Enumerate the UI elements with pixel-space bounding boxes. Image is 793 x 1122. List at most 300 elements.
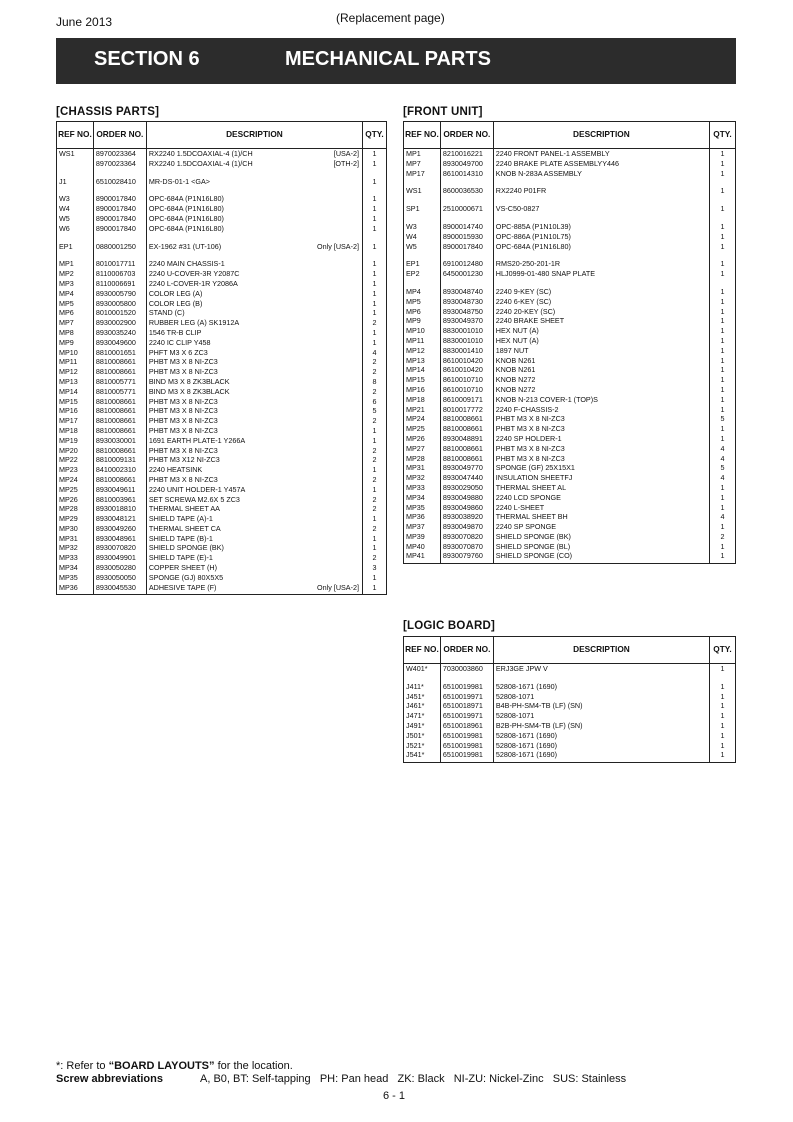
- description-cell: [493, 463, 709, 473]
- qty-cell: [363, 214, 387, 224]
- order-no-cell: [93, 338, 146, 348]
- qty-cell-text: 2: [372, 504, 377, 514]
- footnote-reference: “BOARD LAYOUTS”: [108, 1060, 215, 1072]
- qty-cell-text: 1: [372, 543, 377, 553]
- description-cell-text: PHBT M3 X 8 NI-ZC3: [148, 416, 218, 426]
- order-no-cell-text: 8830001010: [442, 326, 483, 336]
- order-no-cell: [93, 259, 146, 269]
- description-cell-text: 1546 TR-B CLIP: [148, 327, 202, 337]
- order-no-cell-text: 8930049600: [95, 337, 136, 347]
- description-cell: [146, 328, 362, 338]
- table-row: [404, 434, 736, 444]
- table-row: [57, 534, 387, 544]
- qty-cell: [363, 475, 387, 485]
- ref-no-cell-text: MP34: [406, 492, 425, 502]
- qty-cell: [710, 551, 736, 563]
- chassis-parts-table: [56, 121, 387, 595]
- ref-no-cell: [404, 682, 441, 692]
- qty-cell: [363, 357, 387, 367]
- description-cell-text: RX2240 1.5DCOAXIAL-4 (1)/CH: [148, 158, 253, 168]
- description-cell: [146, 504, 362, 514]
- qty-cell: [363, 308, 387, 318]
- qty-cell: [363, 177, 387, 187]
- spacer-cell: [404, 196, 441, 204]
- description-cell-text: THERMAL SHEET BH: [495, 512, 568, 522]
- order-no-cell: [440, 542, 493, 552]
- qty-cell: [710, 395, 736, 405]
- description-cell-text: SHIELD TAPE (E)-1: [148, 553, 213, 563]
- qty-cell: [363, 259, 387, 269]
- qty-cell-text: 2: [372, 494, 377, 504]
- version-note: Only [USA-2]: [317, 582, 359, 592]
- table-row: [57, 149, 387, 159]
- qty-cell-text: 1: [372, 223, 377, 233]
- order-no-cell-text: 8010001520: [95, 308, 136, 318]
- table-row: [57, 524, 387, 534]
- description-cell: [493, 186, 709, 196]
- qty-cell: [710, 731, 736, 741]
- ref-no-cell: [404, 316, 441, 326]
- order-no-cell: [93, 406, 146, 416]
- order-no-cell: [440, 259, 493, 269]
- qty-cell-text: 4: [720, 512, 725, 522]
- qty-cell: [363, 524, 387, 534]
- order-no-cell-text: 8930049860: [442, 502, 483, 512]
- table-row: [57, 318, 387, 328]
- order-no-cell-text: 6510019971: [442, 691, 483, 701]
- qty-cell: [363, 204, 387, 214]
- qty-cell-text: 1: [720, 541, 725, 551]
- description-cell: [146, 524, 362, 534]
- ref-no-cell-text: J1: [59, 176, 67, 186]
- spacer-cell: [710, 214, 736, 222]
- order-no-cell-text: 6510019981: [442, 750, 483, 760]
- ref-no-cell-text: W4: [406, 231, 417, 241]
- table-row: [57, 436, 387, 446]
- qty-cell-text: 1: [720, 384, 725, 394]
- ref-no-cell-text: MP13: [406, 355, 425, 365]
- ref-no-cell: [57, 583, 94, 595]
- order-no-cell: [440, 269, 493, 279]
- qty-cell-text: 1: [720, 750, 725, 760]
- spacer-cell: [710, 178, 736, 186]
- table-header-row: [57, 122, 387, 149]
- table-row: [57, 348, 387, 358]
- order-no-cell: [93, 279, 146, 289]
- description-cell: [146, 465, 362, 475]
- order-no-cell: [93, 224, 146, 234]
- ref-no-cell: [57, 308, 94, 318]
- table-row: [57, 455, 387, 465]
- ref-no-cell: [57, 465, 94, 475]
- table-row: [404, 444, 736, 454]
- order-no-header: ORDER NO.: [440, 637, 493, 664]
- description-cell-text: 2240 9-KEY (SC): [495, 286, 552, 296]
- description-cell-text: PHBT M3 X 8 NI-ZC3: [148, 474, 218, 484]
- ref-no-cell: [404, 664, 441, 674]
- order-no-cell-text: 8970023364: [95, 149, 136, 158]
- description-cell-text: 2240 UNIT HOLDER-1 Y457A: [148, 484, 246, 494]
- order-no-cell: [440, 405, 493, 415]
- qty-cell: [710, 711, 736, 721]
- ref-no-cell-text: J411*: [406, 681, 424, 691]
- qty-cell-text: 2: [372, 553, 377, 563]
- description-cell: [146, 242, 362, 252]
- qty-cell: [363, 387, 387, 397]
- description-cell-text: INSULATION SHEETFJ: [495, 473, 573, 483]
- qty-cell: [363, 289, 387, 299]
- qty-cell-text: 1: [720, 551, 725, 561]
- description-cell: [493, 269, 709, 279]
- qty-cell-text: 1: [720, 345, 725, 355]
- description-cell: [146, 299, 362, 309]
- order-no-cell: [440, 375, 493, 385]
- order-no-cell-text: 8810008661: [442, 443, 483, 453]
- qty-cell: [363, 299, 387, 309]
- qty-cell: [363, 269, 387, 279]
- qty-cell-text: 1: [720, 502, 725, 512]
- order-no-cell: [93, 436, 146, 446]
- qty-cell-text: 1: [720, 316, 725, 326]
- description-cell-text: 2240 SP HOLDER-1: [495, 433, 562, 443]
- ref-no-cell-text: MP14: [59, 386, 78, 396]
- description-cell-text: SHIELD SPONGE (CO): [495, 551, 573, 561]
- description-cell-text: 2240 6-KEY (SC): [495, 296, 552, 306]
- description-cell-text: SPONGE (GJ) 80X5X5: [148, 572, 224, 582]
- qty-cell-text: 1: [372, 435, 377, 445]
- ref-no-cell-text: MP5: [59, 298, 74, 308]
- order-no-cell: [440, 682, 493, 692]
- order-no-cell: [440, 483, 493, 493]
- order-no-cell-text: 8010017711: [95, 259, 136, 269]
- order-no-cell-text: 8930049260: [95, 523, 136, 533]
- version-note: Only [USA-2]: [317, 241, 359, 251]
- qty-cell-text: 1: [372, 176, 377, 186]
- description-cell-text: BIND M3 X 8 ZK3BLACK: [148, 376, 230, 386]
- table-row: [404, 522, 736, 532]
- ref-no-cell-text: MP1: [406, 149, 421, 158]
- qty-cell: [710, 721, 736, 731]
- spacer-cell: [404, 251, 441, 259]
- qty-cell-text: 1: [720, 158, 725, 168]
- order-no-cell-text: 6910012480: [442, 259, 483, 269]
- qty-cell-text: 2: [372, 357, 377, 367]
- description-cell: [146, 495, 362, 505]
- order-no-cell: [93, 299, 146, 309]
- order-no-cell-text: 8930048730: [442, 296, 483, 306]
- qty-cell-text: 1: [372, 278, 377, 288]
- order-no-cell-text: 8810008661: [95, 367, 136, 377]
- description-cell: [146, 397, 362, 407]
- qty-cell: [710, 434, 736, 444]
- spacer-cell: [440, 214, 493, 222]
- table-row: [57, 224, 387, 234]
- ref-no-cell-text: MP4: [406, 286, 421, 296]
- qty-cell-text: 1: [372, 298, 377, 308]
- ref-no-cell: [57, 318, 94, 328]
- description-cell: [146, 269, 362, 279]
- qty-cell: [363, 338, 387, 348]
- description-cell-text: B2B-PH-SM4-TB (LF) (SN): [495, 720, 583, 730]
- spacer-cell: [363, 169, 387, 177]
- description-cell-text: COPPER SHEET (H): [148, 563, 217, 573]
- description-cell-text: 2240 L-COVER-1R Y2086A: [148, 278, 238, 288]
- order-no-cell-text: 8930048750: [442, 306, 483, 316]
- ref-no-cell-text: MP15: [406, 375, 425, 385]
- description-cell: [493, 346, 709, 356]
- qty-cell: [363, 367, 387, 377]
- qty-cell-text: 1: [720, 286, 725, 296]
- qty-cell: [363, 406, 387, 416]
- spacer-cell: [710, 251, 736, 259]
- ref-no-cell: [57, 289, 94, 299]
- order-no-cell: [93, 455, 146, 465]
- order-no-cell-text: 8930049370: [442, 316, 483, 326]
- spacer-cell: [710, 674, 736, 682]
- ref-no-cell: [404, 750, 441, 762]
- qty-cell-text: 5: [720, 463, 725, 473]
- spacer-cell: [404, 214, 441, 222]
- table-row: [404, 692, 736, 702]
- table-row: [404, 512, 736, 522]
- spacer-cell: [493, 674, 709, 682]
- table-row: [57, 259, 387, 269]
- ref-no-cell: [57, 377, 94, 387]
- ref-no-cell-text: MP32: [59, 543, 78, 553]
- ref-no-cell-text: MP34: [59, 563, 78, 573]
- description-cell-text: SHIELD SPONGE (BK): [495, 531, 571, 541]
- front-unit-title: [FRONT UNIT]: [403, 106, 483, 118]
- order-no-cell-text: 8810008661: [442, 414, 483, 424]
- front-unit-table: [403, 121, 736, 564]
- table-row: [57, 504, 387, 514]
- qty-cell: [710, 326, 736, 336]
- description-cell: [493, 731, 709, 741]
- ref-no-cell-text: MP15: [59, 396, 78, 406]
- ref-no-cell: [404, 493, 441, 503]
- description-cell: [493, 750, 709, 762]
- description-cell: [146, 214, 362, 224]
- description-cell: [493, 483, 709, 493]
- qty-cell: [710, 542, 736, 552]
- table-row: [404, 414, 736, 424]
- qty-cell-text: 1: [372, 533, 377, 543]
- order-no-cell-text: 8610010710: [442, 384, 483, 394]
- qty-header: QTY.: [363, 122, 387, 149]
- table-header-row: [404, 122, 736, 149]
- qty-cell-text: 1: [372, 213, 377, 223]
- qty-cell-text: 1: [372, 465, 377, 475]
- table-row: [57, 406, 387, 416]
- ref-no-cell-text: MP17: [406, 168, 425, 178]
- qty-cell: [710, 375, 736, 385]
- description-cell-text: PHBT M3 X 8 NI-ZC3: [148, 406, 218, 416]
- table-row: [404, 731, 736, 741]
- description-cell: [146, 259, 362, 269]
- ref-no-cell-text: MP9: [406, 316, 421, 326]
- qty-cell: [710, 307, 736, 317]
- order-no-cell: [93, 328, 146, 338]
- ref-no-cell: [404, 522, 441, 532]
- description-cell: [146, 377, 362, 387]
- ref-no-cell-text: MP16: [406, 384, 425, 394]
- qty-cell: [710, 454, 736, 464]
- description-cell-text: PHBT M3 X 8 NI-ZC3: [495, 424, 565, 434]
- order-no-cell: [440, 204, 493, 214]
- description-cell: [146, 194, 362, 204]
- ref-no-cell-text: MP35: [406, 502, 425, 512]
- description-cell-text: THERMAL SHEET CA: [148, 523, 221, 533]
- qty-cell: [363, 553, 387, 563]
- ref-no-cell: [404, 731, 441, 741]
- description-cell-text: PHBT M3 X 8 NI-ZC3: [495, 453, 565, 463]
- qty-cell: [363, 397, 387, 407]
- table-row: [404, 473, 736, 483]
- order-no-cell-text: 8210016221: [442, 149, 483, 158]
- qty-cell-text: 1: [720, 664, 725, 673]
- description-cell-text: THERMAL SHEET AL: [495, 482, 567, 492]
- order-no-cell-text: 7030003860: [442, 664, 483, 673]
- ref-no-cell: [57, 348, 94, 358]
- table-row: [57, 242, 387, 252]
- ref-no-cell: [57, 328, 94, 338]
- qty-cell-text: 1: [720, 681, 725, 691]
- order-no-cell-text: 8930005790: [95, 288, 136, 298]
- order-no-cell-text: 8810008661: [95, 445, 136, 455]
- qty-cell: [363, 446, 387, 456]
- qty-cell-text: 2: [720, 531, 725, 541]
- qty-cell-text: 4: [720, 453, 725, 463]
- ref-no-cell: [57, 446, 94, 456]
- order-no-cell: [440, 307, 493, 317]
- description-cell: [493, 316, 709, 326]
- description-cell: [146, 455, 362, 465]
- order-no-cell-text: 0880001250: [95, 241, 136, 251]
- description-header: DESCRIPTION: [493, 637, 709, 664]
- description-cell: [146, 204, 362, 214]
- qty-cell: [710, 269, 736, 279]
- version-note: [USA-2]: [333, 149, 359, 158]
- table-row: [404, 242, 736, 252]
- table-row: [404, 269, 736, 279]
- table-row: [404, 542, 736, 552]
- table-row: [57, 416, 387, 426]
- ref-no-cell: [57, 242, 94, 252]
- spacer-cell: [146, 169, 362, 177]
- qty-cell-text: 2: [372, 474, 377, 484]
- description-cell: [493, 522, 709, 532]
- spacer-cell: [57, 234, 94, 242]
- description-cell-text: OPC-684A (P1N16L80): [148, 194, 224, 204]
- order-no-cell-text: 8110006703: [95, 269, 136, 279]
- description-cell: [493, 454, 709, 464]
- description-cell-text: HEX NUT (A): [495, 335, 539, 345]
- order-no-cell-text: 8810008661: [95, 396, 136, 406]
- ref-no-cell-text: WS1: [59, 149, 75, 158]
- ref-no-cell-text: EP2: [406, 269, 420, 279]
- spacer-cell: [146, 234, 362, 242]
- description-cell: [146, 338, 362, 348]
- order-no-cell-text: 8600036530: [442, 186, 483, 196]
- table-row: [57, 377, 387, 387]
- description-cell-text: SPONGE (GF) 25X15X1: [495, 463, 575, 473]
- description-cell: [146, 543, 362, 553]
- page-number: 6 - 1: [383, 1090, 406, 1102]
- table-row: [57, 583, 387, 595]
- ref-no-cell: [404, 721, 441, 731]
- order-no-cell: [93, 563, 146, 573]
- order-no-cell-text: 8930049870: [442, 522, 483, 532]
- qty-cell-text: 5: [720, 414, 725, 424]
- qty-header: QTY.: [710, 637, 736, 664]
- ref-no-cell-text: J521*: [406, 740, 425, 750]
- qty-cell-text: 1: [720, 335, 725, 345]
- order-no-cell: [93, 543, 146, 553]
- table-row: [404, 551, 736, 563]
- qty-cell-text: 1: [720, 482, 725, 492]
- order-no-cell-text: 8810005771: [95, 376, 136, 386]
- qty-cell: [363, 534, 387, 544]
- spacer-cell: [93, 186, 146, 194]
- spacer-row: [57, 186, 387, 194]
- description-cell: [493, 542, 709, 552]
- spacer-cell: [440, 279, 493, 287]
- description-cell-text: KNOB N272: [495, 384, 536, 394]
- qty-cell-text: 2: [372, 523, 377, 533]
- qty-cell: [363, 455, 387, 465]
- qty-cell-text: 8: [372, 376, 377, 386]
- ref-no-cell: [404, 434, 441, 444]
- description-cell-text: RX2240 1.5DCOAXIAL-4 (1)/CH: [148, 149, 253, 158]
- ref-no-cell: [404, 424, 441, 434]
- ref-no-cell-text: J461*: [406, 701, 425, 711]
- order-no-cell-text: 8810009131: [95, 455, 136, 465]
- qty-cell-text: 1: [720, 492, 725, 502]
- table-row: [404, 232, 736, 242]
- ref-no-cell: [404, 242, 441, 252]
- qty-cell: [710, 159, 736, 169]
- description-cell: [493, 259, 709, 269]
- ref-no-cell-text: MP29: [59, 514, 78, 524]
- description-cell: [493, 395, 709, 405]
- ref-no-cell-text: MP41: [406, 551, 425, 561]
- description-cell: [146, 387, 362, 397]
- description-cell: [146, 563, 362, 573]
- order-no-cell-text: 8900017840: [95, 223, 136, 233]
- qty-cell-text: 1: [720, 204, 725, 214]
- description-cell: [493, 512, 709, 522]
- ref-no-cell: [404, 346, 441, 356]
- ref-no-cell: [404, 692, 441, 702]
- ref-no-cell: [57, 204, 94, 214]
- description-cell-text: PHFT M3 X 6 ZC3: [148, 347, 208, 357]
- qty-cell: [710, 222, 736, 232]
- order-no-cell-text: 8810008661: [442, 424, 483, 434]
- qty-cell: [363, 159, 387, 169]
- spacer-row: [404, 214, 736, 222]
- order-no-cell-text: 8930049700: [442, 158, 483, 168]
- ref-no-cell: [57, 279, 94, 289]
- ref-no-cell: [404, 414, 441, 424]
- ref-no-cell: [404, 375, 441, 385]
- qty-cell-text: 1: [372, 308, 377, 318]
- ref-no-cell-text: J491*: [406, 720, 425, 730]
- order-no-cell: [93, 204, 146, 214]
- qty-cell-text: 1: [720, 269, 725, 279]
- table-row: [404, 701, 736, 711]
- order-no-cell: [93, 159, 146, 169]
- qty-cell: [363, 224, 387, 234]
